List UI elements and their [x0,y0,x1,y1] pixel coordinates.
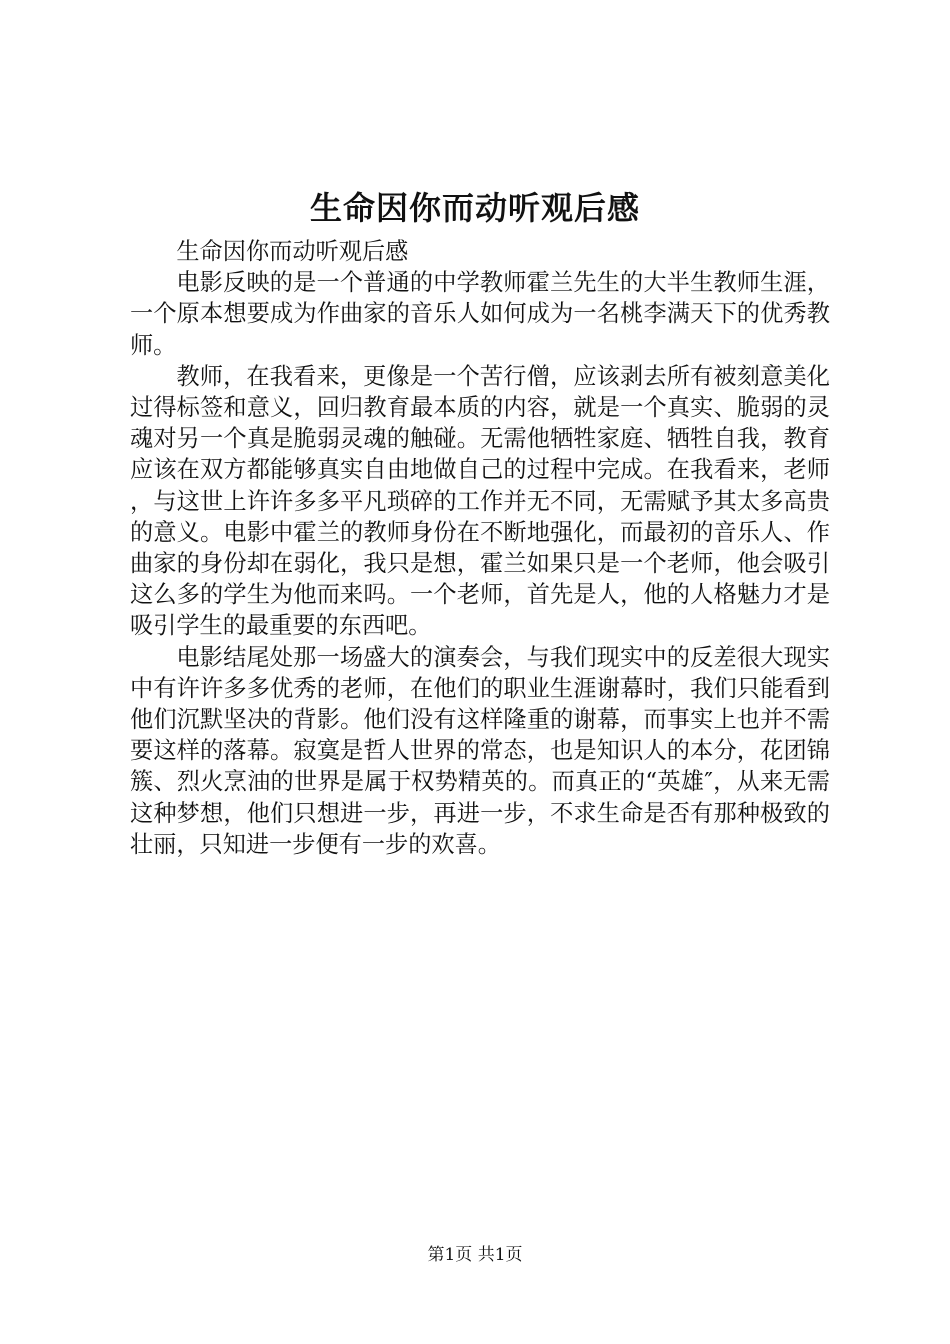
document-body [130,236,830,860]
page-footer: 第1页 共1页 [427,1245,523,1265]
paragraph-teacher: 教师，在我看来，更像是一个苦行僧，应该剥去所有被刻意美化过得标签和意义，回归教育最本质的内容，就是一个真实、脆弱的灵魂对另一个真是脆弱灵魂的触碰。无需他牺牲家庭、牺牲自我，教育应该在双方都能够真实自由地做自己的过程中完成。在我看来，老师，与这世上许许多多平凡琐碎的工作并无不同，无需赋予其太多高贵的意义。电影中霍兰的教师身份在不断地强化，而最初的音乐人、作曲家的身份却在弱化，我只是想，霍兰如果只是一个老师，他会吸引这么多的学生为他而来吗。一个老师，首先是人，他的人格魅力才是吸引学生的最重要的东西吧。 [130,362,830,640]
paragraph-intro: 电影反映的是一个普通的中学教师霍兰先生的大半生教师生涯，一个原本想要成为作曲家的音乐人如何成为一名桃李满天下的优秀教师。 [130,269,830,359]
paragraph-ending: 电影结尾处那一场盛大的演奏会，与我们现实中的反差很大现实中有许许多多优秀的老师，在他们的职业生涯谢幕时，我们只能看到他们沉默坚决的背影。他们没有这样隆重的谢幕，而事实上也并不需要这样的落幕。寂寞是哲人世界的常态，也是知识人的本分，花团锦簇、烈火烹油的世界是属于权势精英的。而真正的“英雄″，从来无需这种梦想，他们只想进一步，再进一步，不求生命是否有那种极致的壮丽，只知进一步便有一步的欢喜。 [130,643,830,858]
document-title: 生命因你而动听观后感 [309,189,640,227]
paragraph-subtitle: 生命因你而动听观后感 [176,238,409,265]
